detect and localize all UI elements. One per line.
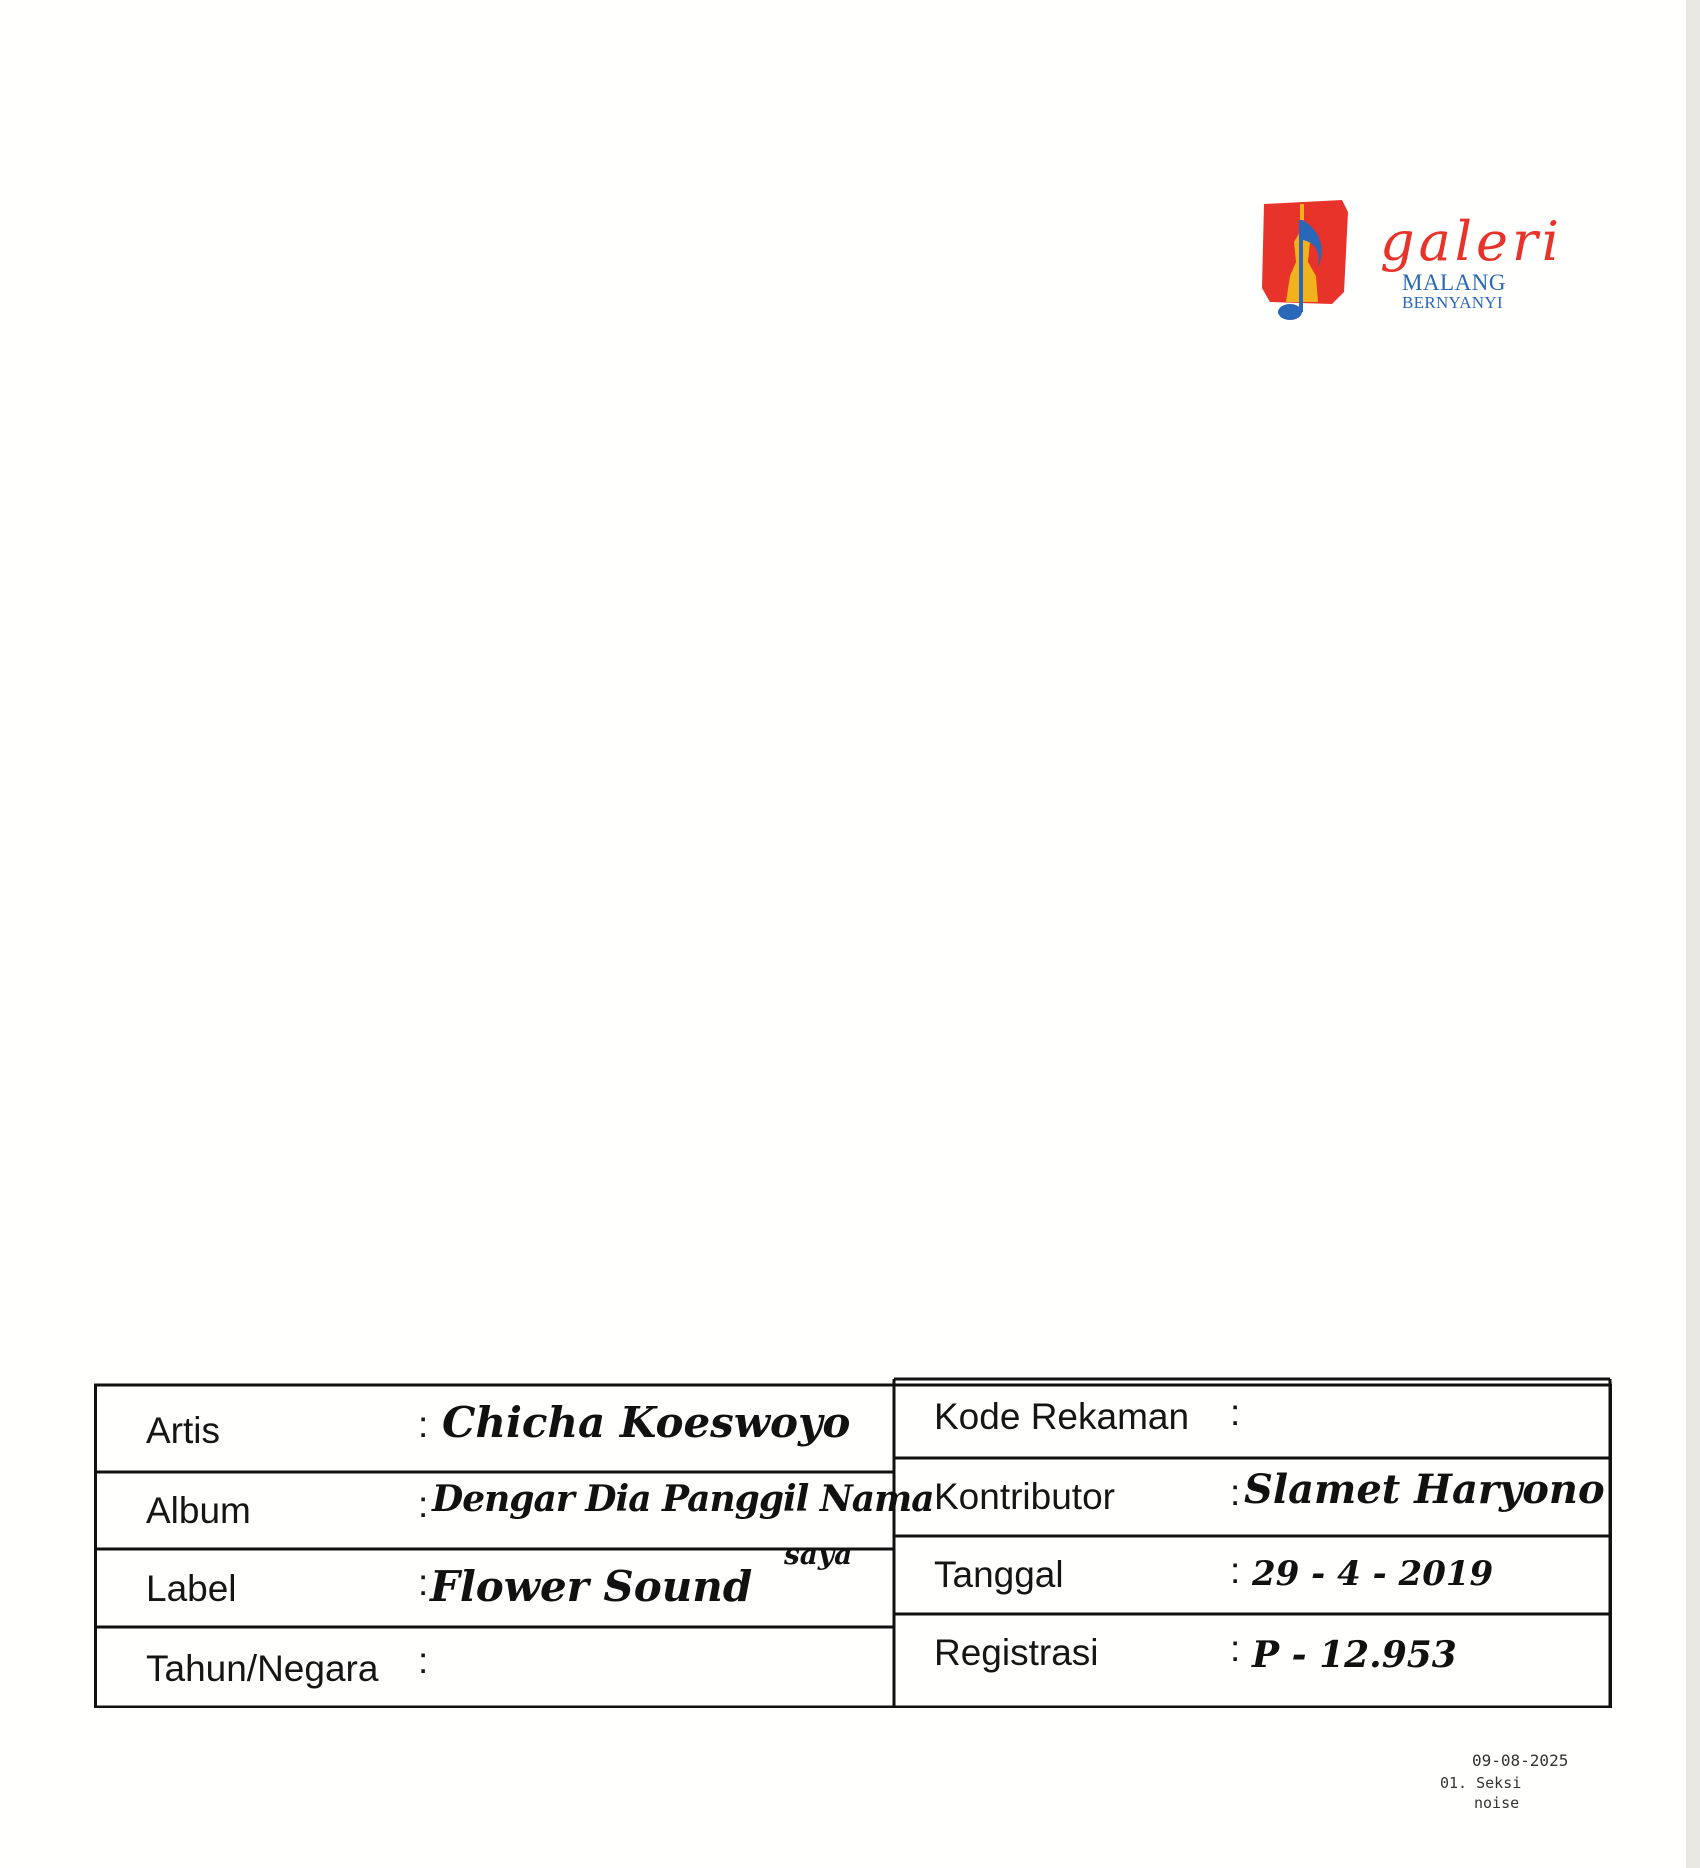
value-artis: Chicha Koeswoyo: [442, 1398, 851, 1447]
label-kode-rekaman: Kode Rekaman: [934, 1396, 1190, 1437]
colon-kontributor: :: [1230, 1472, 1241, 1513]
colon-album: :: [418, 1484, 429, 1525]
value-registrasi: P - 12.953: [1252, 1634, 1457, 1676]
label-tahun-negara: Tahun/Negara: [146, 1648, 379, 1689]
value-label: Flower Sound: [430, 1562, 753, 1611]
footnote-date: 09-08-2025: [1472, 1751, 1569, 1770]
value-tanggal: 29 - 4 - 2019: [1252, 1554, 1494, 1594]
label-label: Label: [146, 1568, 237, 1609]
logo-subtitle-bernyanyi: BERNYANYI: [1402, 293, 1503, 312]
label-kontributor: Kontributor: [934, 1476, 1115, 1517]
label-registrasi: Registrasi: [934, 1632, 1099, 1673]
label-tanggal: Tanggal: [934, 1554, 1064, 1595]
footnote-line2: 01. Seksi: [1440, 1774, 1522, 1792]
colon-kode-rekaman: :: [1230, 1392, 1241, 1433]
colon-registrasi: :: [1230, 1628, 1241, 1669]
colon-tahun-negara: :: [418, 1640, 429, 1681]
footnote-line3: noise: [1474, 1794, 1520, 1812]
colon-artis: :: [418, 1404, 429, 1445]
value-album-extra: saya: [784, 1538, 853, 1571]
label-artis: Artis: [146, 1410, 220, 1451]
colon-label: :: [418, 1562, 429, 1603]
logo-wordmark: galeri: [1380, 210, 1564, 273]
label-album: Album: [146, 1490, 251, 1531]
value-album: Dengar Dia Panggil Nama: [432, 1478, 934, 1520]
logo-subtitle-malang: MALANG: [1402, 270, 1506, 295]
page-edge: [1686, 0, 1700, 1868]
colon-tanggal: :: [1230, 1550, 1241, 1591]
value-kontributor: Slamet Haryono: [1244, 1466, 1605, 1513]
